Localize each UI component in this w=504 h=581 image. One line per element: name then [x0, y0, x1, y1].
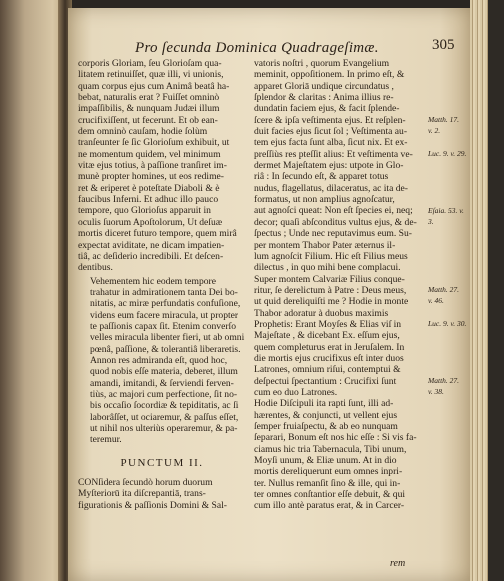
text-line: laborâſſet, ut ociaremur, & paſſus eſſet, [90, 411, 239, 423]
text-line: Myſteriorū ita diſcrepantiā, trans- [78, 488, 206, 500]
text-line: Super montem Calvariæ Filius conque- [254, 273, 405, 285]
text-line: litatem retinuiſſet, quæ illi, vi unionis, [78, 69, 224, 81]
text-line: ret & eriperet è poteſtate Diaboli & è [78, 182, 220, 194]
text-line: quem completurus erat in Jeruſalem. In [254, 341, 405, 353]
text-line: Annon res admiranda eſt, quod hoc, [90, 354, 228, 366]
text-line: expectat aviditate, ne dicam impatien- [78, 239, 225, 251]
margin-note: v. 38. [428, 387, 444, 397]
running-header: Pro ſecunda Dominica Quadrageſimæ. [135, 40, 379, 56]
text-line: teremur. [90, 434, 122, 446]
text-line: riâ : In ſecundo eſt, & apparet totus [254, 171, 389, 183]
text-line: meminit, oppoſitionem. In primo eſt, & [254, 69, 405, 81]
text-line: tiâ, ac deſiderio incredibili. Et deſcen- [78, 250, 224, 262]
text-line: duit facies ejus ſicut ſol ; Veſtimenta au- [254, 126, 408, 138]
paragraph-1 [78, 58, 246, 274]
text-line: ſpectus ; Unde nec reputavimus eum. Su- [254, 228, 412, 240]
text-line: tranſeunter ſe ſic Glorioſum exhibuit, ut [78, 137, 230, 149]
text-line: ſeparari, Bonum eſt nos hic eſſe : Si vis fa- [254, 432, 417, 444]
background-edge [488, 0, 504, 581]
text-line: CONſidera ſecundò horum duorum [78, 477, 213, 489]
section-heading: PUNCTUM II. [120, 456, 204, 469]
text-line: tiùs, ac majori cum perfectione, ſit no- [90, 388, 238, 400]
paragraph-right [254, 58, 424, 512]
text-line: corporis Gloriam, ſeu Glorioſam qua- [78, 58, 222, 69]
text-line: Moyſi unum, & Eliæ unum. At in dio [254, 455, 397, 467]
text-line: nudus, flagellatus, dilaceratus, ac ita de- [254, 182, 408, 194]
text-line: formatus, ut non amplius agnoſcatur, [254, 194, 395, 206]
text-line: mortis dereliquerunt eum omnes inpri- [254, 466, 403, 478]
text-line: aut agnoſci queat: Non eſt ſpecies ei, neq; [254, 205, 413, 217]
text-line: dilectus , in quo mihi bene complacui. [254, 262, 401, 274]
text-line: tem ejus facta ſunt alba, ſicut nix. Et ex- [254, 137, 408, 149]
text-line: videns eum facere miracula, ut propter [90, 309, 239, 321]
text-line: bis occaſio ſocordiæ & tepiditatis, ac ſi [90, 400, 239, 412]
text-line: dermet Majeſtatem ejus: utpote in Glo- [254, 160, 404, 172]
text-line: ter. Nullus remanſit ſino & ille, qui in- [254, 477, 401, 489]
text-line: figurationis & paſſionis Domini & Sal- [78, 499, 227, 511]
left-text-column [78, 58, 246, 511]
paragraph-3 [78, 477, 246, 511]
text-line: quam corpus ejus cum Animâ beatâ ha- [78, 80, 230, 92]
text-line: per montem Thabor Pater æternus il- [254, 239, 396, 251]
text-line: hærentes, & conjuncti, ut vellent ejus [254, 409, 398, 421]
text-line: decor; quaſi abſconditus vultus ejus, & de- [254, 216, 417, 228]
margin-note: v. 46. [428, 296, 444, 306]
text-line: ſplendor & claritas : Anima illius re- [254, 92, 394, 104]
text-line: munè propter homines, ut eos redime- [78, 171, 225, 183]
text-line: dem omninò cauſam, hodie ſolùm [78, 126, 208, 138]
text-line: Hodie Diſcipuli ita rapti ſunt, illi ad- [254, 398, 394, 410]
text-line: Thabor adoratur à duobus maximis [254, 307, 389, 319]
text-line: dundatin faciem ejus, & facit ſplende- [254, 103, 400, 115]
text-line: vitæ ejus totius, à paſſione tranſiret im- [78, 160, 227, 172]
text-line: dentibus. [78, 262, 113, 274]
text-line: Majeſtate , & dicebant Ex. eſſum ejus, [254, 330, 400, 342]
margin-note: v. 2. [428, 126, 441, 136]
text-line: ſemper fruiaſpectu, & ab eo nunquam [254, 421, 398, 432]
text-line: ter omnes conſtantior eſſe debuit, & qui [254, 489, 406, 501]
margin-note: Matth. 27. [428, 285, 460, 294]
text-line: ciamus hic tria Tabernacula, Tibi unum, [254, 443, 407, 455]
text-line: crucifixiſſent, ut fecerunt. Et ob ean- [78, 114, 218, 126]
margin-note: 3. [428, 216, 434, 226]
text-line: pœnâ, paſſione, & tolerantiâ liberaretis. [90, 343, 241, 355]
text-line: cum eo duo Latrones. [254, 386, 338, 398]
text-line: trahatur in admirationem tanta Dei bo- [90, 286, 238, 298]
text-line: ritur, ſe derelictum à Patre : Deus meus, [254, 284, 407, 296]
text-line: faucibus Inferni. Et adhuc illo pauco [78, 194, 219, 206]
text-line: oculis ſuorum Apoſtolorum, Ut deſuæ [78, 216, 223, 228]
paragraph-2 [78, 276, 246, 446]
text-line: Prophetis: Erant Moyſes & Elias viſ in [254, 318, 402, 330]
text-line: tempore, quo Glorioſus apparuit in [78, 205, 211, 217]
margin-note: Luc. 9. v. 29. [428, 148, 467, 158]
text-line: nitatis, ac miræ perfundatis confuſione, [90, 298, 241, 310]
text-line: ut quid dereliquiſti me ? Hodie in monte [254, 296, 409, 308]
catchword: rem [390, 558, 406, 569]
text-line: ſcere & ipſa veſtimenta ejus. Et reſplen- [254, 114, 406, 126]
margin-note: Eſaia. 53. v. [428, 205, 464, 215]
text-line: apparet Gloriā undique circundatus , [254, 80, 394, 92]
text-line: bebat, naturalis erat ? Fuiſſet omninò [78, 92, 220, 104]
text-line: quod nobis eſſe materia, deberet, illum [90, 366, 238, 378]
text-line: amandi, imitandi, & ſerviendi ferven- [90, 377, 234, 389]
margin-note: Luc. 9. v. 30. [428, 319, 467, 329]
text-line: velles miracula libenter fieri, ut ab omni [90, 332, 245, 344]
text-line: deſpectui ſpectantium : Crucifixi ſunt [254, 375, 397, 387]
text-line: die mortis ejus crucifixus eſt inter duos [254, 352, 404, 364]
text-line: impaſſibilis, & nunquam Judæi illum [78, 103, 220, 115]
page-number: 305 [432, 37, 455, 53]
text-line: vatoris noſtri , quorum Evangelium [254, 58, 390, 69]
margin-note: Matth. 17. [428, 114, 460, 124]
text-line: ne momentum quidem, vel minimum [78, 148, 221, 160]
text-line: te paſſionis capax ſit. Etenim converſo [90, 320, 236, 332]
text-line: preſſiùs res pteſſit alius: Et veſtimenta ve- [254, 148, 413, 160]
left-page-edge [0, 0, 62, 581]
margin-note: Matth. 27. [428, 375, 460, 385]
text-line: ut nihil nos ulteriùs operaremur, & pa- [90, 423, 238, 434]
text-line: Latrones, omnium riſui, contemptui & [254, 364, 401, 376]
text-line: Vehementem hic eodem tempore [90, 275, 217, 287]
text-line: cum illo antè paratus erat, & in Carcer- [254, 500, 405, 512]
text-line: mortis diceret futuro tempore, quem mirâ [78, 228, 237, 240]
text-line: lum agnoſcit Filium. Hic eſt Filius meus [254, 250, 408, 262]
right-text-column [254, 58, 424, 512]
